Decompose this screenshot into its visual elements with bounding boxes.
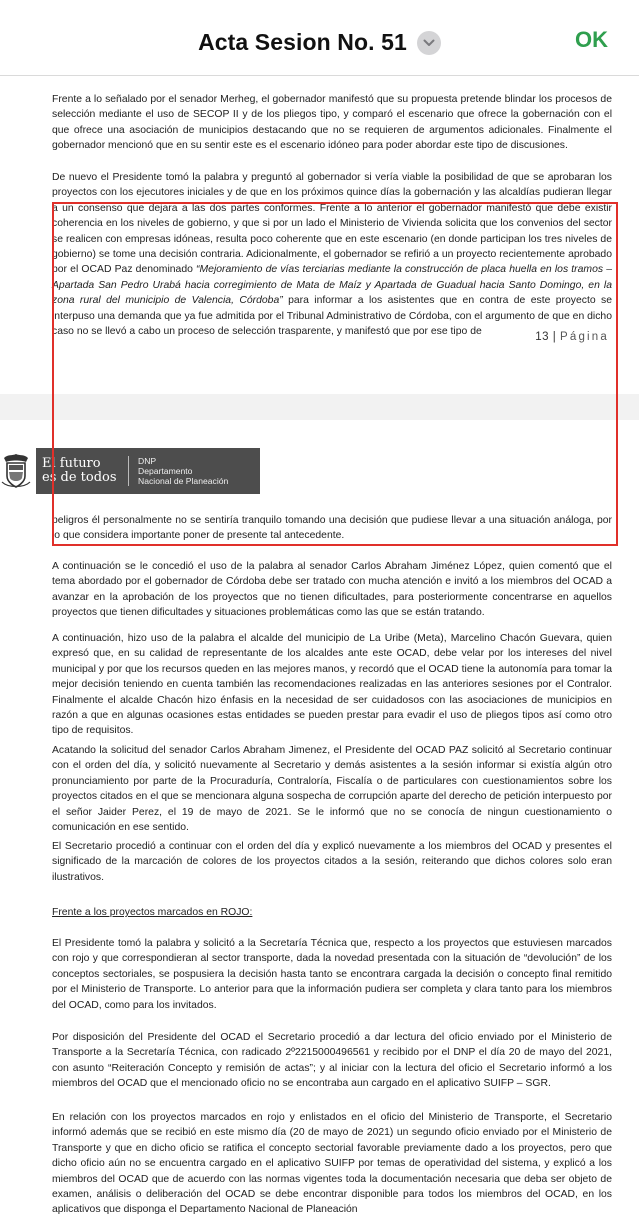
logo-slogan: El futuro es de todos: [42, 456, 117, 485]
paragraph-2-text: De nuevo el Presidente tomó la palabra y preguntó al gobernador si vería viable la posibilidad de que se aprobaran los proyectos con los ejecutores iniciales y de que en los próximos quince días la gobernación y las alcaldías pudieran llegar a un consenso que dejara a las dos partes conformes. Frente a lo anterior el gobernador manifestó que debe existir coherencia en los niveles de gobierno, y que si por un lado el Ministerio de Vivienda solicita que los convenios del sector se realicen con empresas idóneas, resulta poco coherente que en este escenario (en donde participan los tres niveles de gobierno) se tome una decisión contraria. Adicionalmente, el gobernador se refirió a un proyecto recientemente aprobado por el OCAD Paz denominado: [52, 172, 612, 276]
title-menu[interactable]: [0, 22, 639, 62]
paragraph-3: A continuación se le concedió el uso de la palabra al senador Carlos Abraham Jiménez López, quien comentó que el tema abordado por el gobernador de Córdoba debe ser tratado con mucha atención e invitó a los miembros del OCAD a avanzar en la aprobación de los proyectos que no tienen dificultades, para posteriormente concentrarse en aquellos proyectos que tienen dificultades y situaciones problemáticas como las que se están tratando.: [52, 561, 612, 619]
dnp-logo-text: DNP Departamento Nacional de Planeación: [138, 456, 229, 486]
chevron-down-icon[interactable]: [417, 31, 441, 55]
colombia-coat-of-arms-icon: [0, 452, 32, 490]
page-break: [0, 394, 639, 420]
paragraph-1: Frente a lo señalado por el senador Merheg, el gobernador manifestó que su propuesta pretende blindar los procesos de selección mediante el uso de SECOP II y de los pliegos tipo, y comparó el escenario que ofrece la gobernación con el que ofrece una asociación de municipios destacando que no se requieren de argumentos adicionales. Finalmente el gobernador mencionó que en su sentir este es el escenario idóneo para poder abordar este tipo de discusiones.: [52, 94, 612, 152]
page-word: Página: [559, 331, 609, 343]
paragraph-7: El Presidente tomó la palabra y solicitó a la Secretaría Técnica que, respecto a los proyectos que estuviesen marcados con rojo y que correspondieran al sector transporte, dada la novedad presentada con la situación de “devolución” de los conceptos sectoriales, se pospusiera la decisión hasta tanto se encontrara cargada la decisión o concepto final remitido por el Ministerio de Transporte. Lo anterior para que la información pudiera ser completa y clara tanto para los miembros del OCAD, como para los invitados.: [52, 938, 612, 1011]
paragraph-2-end: para informar a los asistentes que en contra de este proyecto se interpuso una demanda que ya fue admitida por el Tribunal Administrativo de Córdoba, con el argumento de que en dicho caso no se llevó a cabo un proceso de selección trasparente, y manifestó que por ese tipo de: [52, 295, 612, 338]
paragraph-8: Por disposición del Presidente del OCAD el Secretario procedió a dar lectura del oficio enviado por el Ministerio de Transporte a la Secretaría Técnica, con radicado 2º2215000496561 y recibido por el DNP el día 20 de mayo del 2021, con asunto “Reiteración Concepto y remisión de actas”; y al iniciar con la lectura del oficio el Secretario informó a los miembros del OCAD que el mencionado oficio no se encontraba aun cargado en el aplicativo SUIFP – SGR.: [52, 1032, 612, 1090]
document-view[interactable]: [0, 76, 639, 1216]
page-number: [535, 331, 609, 343]
paragraph-2-continued: peligros él personalmente no se sentiría tranquilo tomando una decisión que pudiese llevar a una situación análoga, por lo que considera importante poner de presente tal antecedente.: [52, 515, 612, 542]
page-separator: |: [552, 331, 557, 343]
paragraph-5: Acatando la solicitud del senador Carlos Abraham Jimenez, el Presidente del OCAD PAZ solicitó al Secretario continuar con el orden del día, y solicitó nuevamente al Secretario y demás asistentes a la sesión informar si existía algún otro pronunciamiento por parte de la Procuraduría, Contraloría, Fiscalía o de particulares con cuestionamientos sobre los proyectos citados en el que se mencionara alguna sospecha de corrupción aparte del derecho de petición interpuesto por el señor Jaider Perez, el 19 de mayo de 2021. Se le informó que no se conocía de ningun cuestionamiento o comunicación en ese sentido.: [52, 745, 612, 834]
paragraph-4: A continuación, hizo uso de la palabra el alcalde del municipio de La Uribe (Meta), Marcelino Chacón Guevara, quien expresó que, en su calidad de representante de los alcaldes ante este OCAD, debe velar por los intereses del nivel municipal y por que los recursos queden en las mejores manos, y recordó que el OCAD tiene la autonomía para tomar la mejor decisión teniendo en cuenta también las recomendaciones realizadas en las anteriores sesiones por el Contralor. Finalmente el alcalde Chacón hizo énfasis en la necesidad de ser cuidadosos con las asociaciones de municipios en razón a que en algunas ocasiones estas entidades se pueden prestar para evadir el uso de pliegos tipos así como otro tipo de requisitos.: [52, 633, 612, 737]
government-logo: [36, 448, 260, 494]
logo-divider: [128, 456, 129, 486]
section-heading-rojo: Frente a los proyectos marcados en ROJO:: [52, 907, 253, 918]
paragraph-2: [52, 170, 612, 339]
navigation-bar: [0, 0, 639, 76]
project-name: “Mejoramiento de vías terciarias mediante la construcción de placa huella en los tramos – Apartada San Pedro Urabá hacia corregimiento de Mata de Maíz y Apartada de Guadual hacia Santo Domingo, en la zona rural del municipio de Valencia, Córdoba”: [52, 264, 612, 307]
ok-button[interactable]: OK: [575, 27, 608, 52]
paragraph-6: El Secretario procedió a continuar con el orden del día y explicó nuevamente a los miembros del OCAD y presentes el significado de la marcación de colores de los proyectos citados a la sesión, reiterando que dichos colores solo eran ilustrativos.: [52, 841, 612, 883]
page-number-value: 13: [535, 331, 550, 343]
document-title[interactable]: Acta Sesion No. 51: [198, 28, 407, 55]
paragraph-9: En relación con los proyectos marcados en rojo y enlistados en el oficio del Ministerio de Transporte, el Secretario informó además que se recibió en este mismo día (20 de mayo de 2021) un segundo oficio enviado por el Ministerio de Transporte y que en dicho oficio se ratifica el concepto sectorial favorable previamente dado a los proyectos, pero que dicho oficio aún no se encuentra cargado en el aplicativo SUIFP por temas de operatividad del sistema, y explicó a los miembros del OCAD que de acuerdo con las normas vigentes toda la documentación necesaria que deba ser objeto de examen, análisis o deliberación del OCAD se debe encontrar disponible para todos los miembros del OCAD, en los aplicativos que disponga el Departamento Nacional de Planeación: [52, 1112, 612, 1216]
